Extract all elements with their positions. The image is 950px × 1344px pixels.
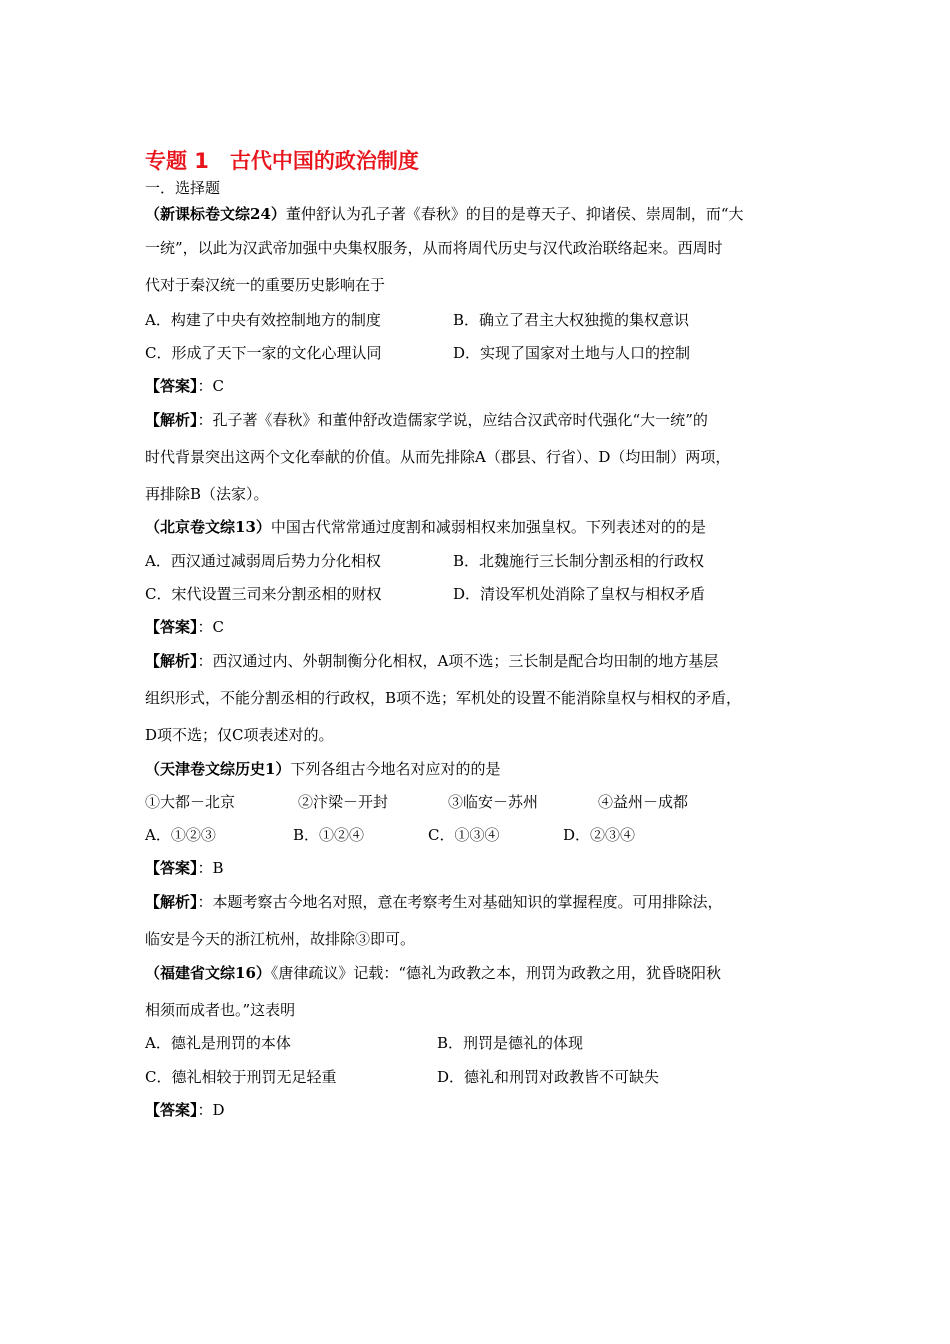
q3-stem-line1: （天津卷文综历史1）下列各组古今地名对应对的的是	[145, 760, 501, 778]
q3-analysis-line2: 临安是今天的浙江杭州，故排除③即可。	[145, 930, 416, 948]
q2-answer: 【答案】：C	[145, 618, 224, 636]
q4-option-b: B．刑罚是德礼的体现	[437, 1034, 584, 1052]
q1-option-a: A．构建了中央有效控制地方的制度	[145, 311, 381, 329]
q3-analysis-line1: 【解析】：本题考察古今地名对照，意在考察考生对基础知识的掌握程度。可用排除法，	[145, 893, 723, 911]
q1-analysis-line1: 【解析】：孔子著《春秋》和董仲舒改造儒家学说，应结合汉武帝时代强化“大一统”的	[145, 411, 708, 429]
q1-options-ab	[145, 310, 690, 330]
q2-option-c: C．宋代设置三司来分割丞相的财权	[145, 585, 382, 603]
q2-analysis-line3: D项不选；仅C项表述对的。	[145, 726, 334, 744]
q1-stem-line3: 代对于秦汉统一的重要历史影响在于	[145, 276, 386, 294]
q2-option-d: D．清设军机处消除了皇权与相权矛盾	[453, 585, 706, 603]
q3-item-4: ④益州－成都	[598, 793, 689, 811]
q2-option-b: B．北魏施行三长制分割丞相的行政权	[453, 552, 705, 570]
q3-option-a: A．①②③	[145, 826, 216, 844]
q2-source: （北京卷文综13）	[145, 518, 271, 536]
q4-answer: 【答案】：D	[145, 1101, 225, 1119]
section-heading: 一．选择题	[145, 179, 221, 197]
page-title: 专题 1 古代中国的政治制度	[145, 149, 419, 173]
q2-option-a: A．西汉通过减弱周后势力分化相权	[145, 552, 381, 570]
q3-item-2: ②汴梁－开封	[298, 793, 389, 811]
q1-stem-line1: （新课标卷文综24）董仲舒认为孔子著《春秋》的目的是尊天子、抑诸侯、崇周制，而“大	[145, 205, 744, 223]
q2-analysis-line1: 【解析】：西汉通过内、外朝制衡分化相权，A项不选；三长制是配合均田制的地方基层	[145, 652, 719, 670]
q2-options-ab	[145, 551, 705, 571]
q1-analysis-line2: 时代背景突出这两个文化奉献的价值。从而先排除A（郡县、行省）、D（均田制）两项，	[145, 448, 731, 466]
q4-option-d: D．德礼和刑罚对政教皆不可缺失	[437, 1068, 660, 1086]
q2-analysis-line2: 组织形式，不能分割丞相的行政权，B项不选；军机处的设置不能消除皇权与相权的矛盾，	[145, 689, 742, 707]
q1-stem-line2: 一统”，以此为汉武帝加强中央集权服务，从而将周代历史与汉代政治联络起来。西周时	[145, 239, 723, 257]
q3-item-3: ③临安－苏州	[448, 793, 539, 811]
q1-option-d: D．实现了国家对土地与人口的控制	[453, 344, 691, 362]
q1-answer: 【答案】：C	[145, 377, 224, 395]
q4-options-cd	[145, 1067, 660, 1087]
q4-stem-line1: （福建省文综16）《唐律疏议》记载：“德礼为政教之本，刑罚为政教之用，犹昏晓阳秋	[145, 964, 722, 982]
q4-stem-line2: 相须而成者也。”这表明	[145, 1001, 296, 1019]
q3-item-1: ①大都－北京	[145, 793, 236, 811]
q3-answer: 【答案】：B	[145, 859, 224, 877]
q1-options-cd	[145, 343, 691, 363]
q1-option-c: C．形成了天下一家的文化心理认同	[145, 344, 382, 362]
q2-stem-line1: （北京卷文综13）中国古代常常通过度割和减弱相权来加强皇权。下列表述对的的是	[145, 518, 706, 536]
q3-option-c: C．①③④	[428, 826, 500, 844]
q4-options-ab	[145, 1033, 584, 1053]
q1-source: （新课标卷文综24）	[145, 205, 286, 223]
q1-analysis-line3: 再排除B（法家）。	[145, 485, 269, 503]
q1-option-b: B．确立了君主大权独揽的集权意识	[453, 311, 690, 329]
q4-option-a: A．德礼是刑罚的本体	[145, 1034, 291, 1052]
q2-options-cd	[145, 584, 706, 604]
q3-option-d: D．②③④	[563, 826, 636, 844]
q4-option-c: C．德礼相较于刑罚无足轻重	[145, 1068, 337, 1086]
q4-source: （福建省文综16）	[145, 964, 271, 982]
q3-option-b: B．①②④	[293, 826, 365, 844]
q3-source: （天津卷文综历史1）	[145, 760, 291, 778]
